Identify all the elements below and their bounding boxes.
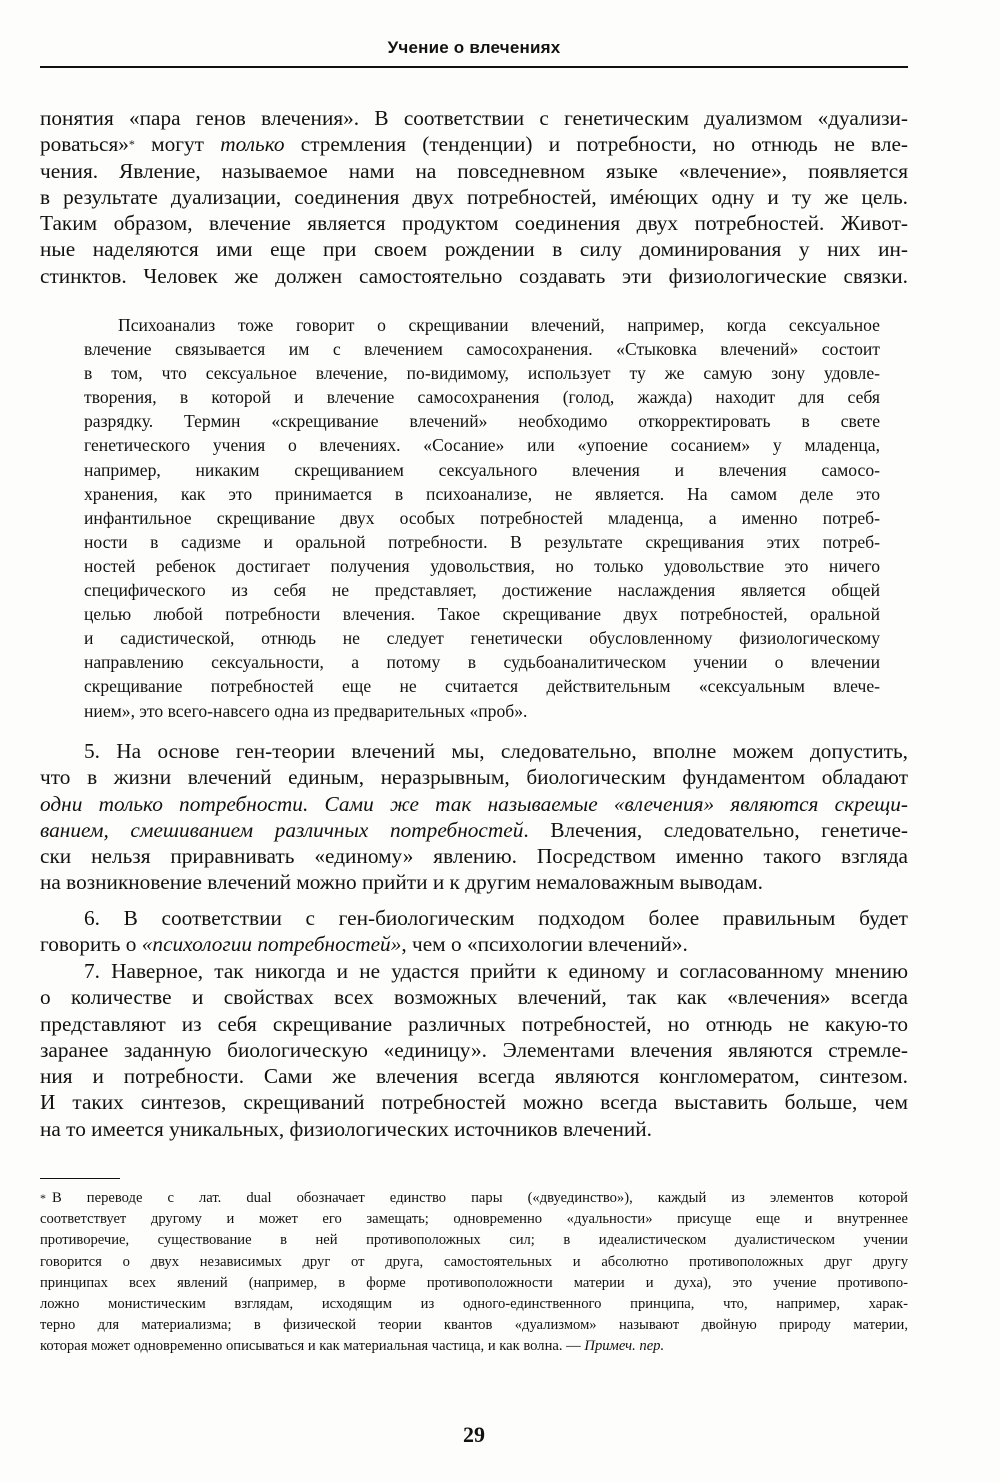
section-5-line-5: ски нельзя приравнивать «единому» явлению. Посредством именно такого взгляда	[40, 844, 908, 869]
section-7-line: представляют из себя скрещивание различных потребностей, но отнюдь не какую-то	[40, 1011, 908, 1036]
section-5-line-2: что в жизни влечений единым, неразрывным, биологическим фундаментом обладают	[40, 765, 908, 790]
emphasis-text: «психологии потребностей»	[141, 932, 402, 957]
quote-line: влечение связывается им с влечением самосохранения. «Стыковка влечений» состоит	[84, 339, 880, 360]
section-5-line-3	[40, 791, 908, 817]
section-6-paragraph	[40, 905, 908, 958]
quote-line: специфического из себя не представляет, достижение наслаждения является общей	[84, 580, 880, 601]
section-7-line: ния и потребности. Сами же влечения всегда являются конгломератом, синтезом.	[40, 1064, 908, 1089]
section-6-line-2: говорить о «психологии потребностей», чем о «психологии влечений».	[40, 932, 688, 957]
footnote-line: терно для материализма; в физической теории квантов «дуализмом» называют двойную природу материи,	[40, 1317, 908, 1334]
quote-line: скрещивание потребностей еще не считается действительным «сексуальным влече-	[84, 676, 880, 697]
quote-line: и садистической, отнюдь не следует генетически обусловленному физиологическому	[84, 628, 880, 649]
intro-line-5: Таким образом, влечение является продуктом соединения двух потребностей. Живот-	[40, 211, 908, 236]
section-5-line-6: на возникновение влечений можно прийти и к другим немаловажным выводам.	[40, 870, 763, 895]
emphasis-text: одни только потребности. Сами же так называемые «влечения» являются скрещи-	[40, 791, 908, 816]
quote-line: хранения, как это принимается в психоанализе, не является. На самом деле это	[84, 483, 880, 504]
footnote-line: говорится о двух независимых друг от друга, самостоятельных и абсолютно противоположных друг другу	[40, 1253, 908, 1270]
footnote-line: противоречие, существование в ней противоположных сил; в идеалистическом дуалистическом учении	[40, 1232, 908, 1249]
section-5-line-1: 5. На основе ген-теории влечений мы, следовательно, вполне можем допустить,	[84, 739, 908, 763]
intro-line-1: понятия «пара генов влечения». В соответствии с генетическим дуализмом «дуализи-	[40, 106, 908, 130]
section-5-paragraph	[40, 738, 908, 896]
footnote-line: ложно монистическим взглядам, исходящим из одного-единственного принципа, что, например, харак-	[40, 1296, 908, 1313]
section-7-line: И таких синтезов, скрещиваний потребностей можно всегда выставить больше, чем	[40, 1090, 908, 1115]
quote-line: творения, в которой и влечение самосохранения (голод, жажда) находит для себя	[84, 387, 880, 408]
quote-line: нием», это всего-навсего одна из предварительных «проб».	[84, 700, 528, 721]
section-5-line-4: ванием, смешиванием различных потребностей. Влечения, следовательно, генетиче-	[40, 817, 909, 842]
quote-line: Психоанализ тоже говорит о скрещивании влечений, например, когда сексуальное	[118, 315, 880, 335]
footnote-line: которая может одновременно описываться и как материальная частица, и как волна. — Примеч. пер.	[40, 1338, 665, 1355]
footnote-line: * В переводе с лат. dual обозначает единство пары («двуединство»), каждый из элементов которой	[40, 1190, 908, 1206]
intro-paragraph	[40, 105, 908, 289]
section-7-line: заранее заданную биологическую «единицу». Элементами влечения являются стремле-	[40, 1037, 908, 1062]
section-7-line: на то имеется уникальных, физиологических источников влечений.	[40, 1116, 652, 1141]
emphasis-text: только	[220, 132, 285, 157]
quote-line: например, никаким скрещиванием сексуального влечения и влечения самосо-	[84, 459, 880, 480]
section-7-paragraph	[40, 958, 908, 1142]
intro-line-3: чения. Явление, называемое нами на повседневном языке «влечение», появляется	[40, 158, 908, 183]
quote-line: ностей ребенок достигает получения удовольствия, но только удовольствие это ничего	[84, 555, 880, 576]
footnote	[40, 1188, 908, 1358]
section-7-line: 7. Наверное, так никогда и не удастся прийти к единому и согласованному мнению	[84, 959, 908, 983]
running-title: Учение о влечениях	[387, 38, 561, 57]
footnote-line: принципах всех явлений (например, в форме противоположности материи и духа), это учение противопо-	[40, 1274, 908, 1291]
footnote-rule	[40, 1178, 120, 1179]
quote-block	[84, 313, 880, 723]
quote-line: ности в садизме и оральной потребности. В результате скрещивания этих потреб-	[84, 531, 880, 552]
intro-line-7: стинктов. Человек же должен самостоятельно создавать эти физиологические связки.	[40, 263, 908, 288]
header-rule	[40, 66, 908, 68]
quote-line: направлению сексуальности, а потому в судьбоаналитическом учении о влечении	[84, 652, 880, 673]
intro-line-2: роваться»* могут только стремления (тенденции) и потребности, но отнюдь не вле-	[40, 132, 909, 157]
emphasis-text: ванием, смешиванием различных потребностей	[40, 817, 524, 842]
quote-line: генетического учения о влечениях. «Сосание» или «упоение сосанием» у младенца,	[84, 435, 880, 456]
quote-line: разрядку. Термин «скрещивание влечений» необходимо откорректировать в свете	[84, 411, 880, 432]
quote-line: инфантильное скрещивание двух особых потребностей младенца, а именно потреб-	[84, 507, 880, 528]
quote-line: в том, что сексуальное влечение, по-видимому, использует ту же самую зону удовле-	[84, 363, 880, 384]
translator-note: Примеч. пер.	[584, 1338, 665, 1355]
section-7-line: о количестве и свойствах всех возможных влечений, так как «влечения» всегда	[40, 985, 908, 1010]
section-6-line-1: 6. В соответствии с ген-биологическим подходом более правильным будет	[84, 906, 908, 930]
quote-line: целью любой потребности влечения. Такое скрещивание двух потребностей, оральной	[84, 604, 880, 625]
footnote-mark: *	[40, 1191, 46, 1205]
intro-line-4: в результате дуализации, соединения двух потребностей, имéющих одну и ту же цель.	[40, 184, 908, 209]
intro-line-6: ные наделяются ими еще при своем рождении в силу доминирования у них ин-	[40, 237, 908, 262]
page-number: 29	[463, 1422, 485, 1447]
footnote-line: соответствует другому и может его замещать; одновременно «дуальности» присуще еще и внутреннее	[40, 1211, 908, 1228]
footnote-reference: *	[128, 137, 135, 152]
